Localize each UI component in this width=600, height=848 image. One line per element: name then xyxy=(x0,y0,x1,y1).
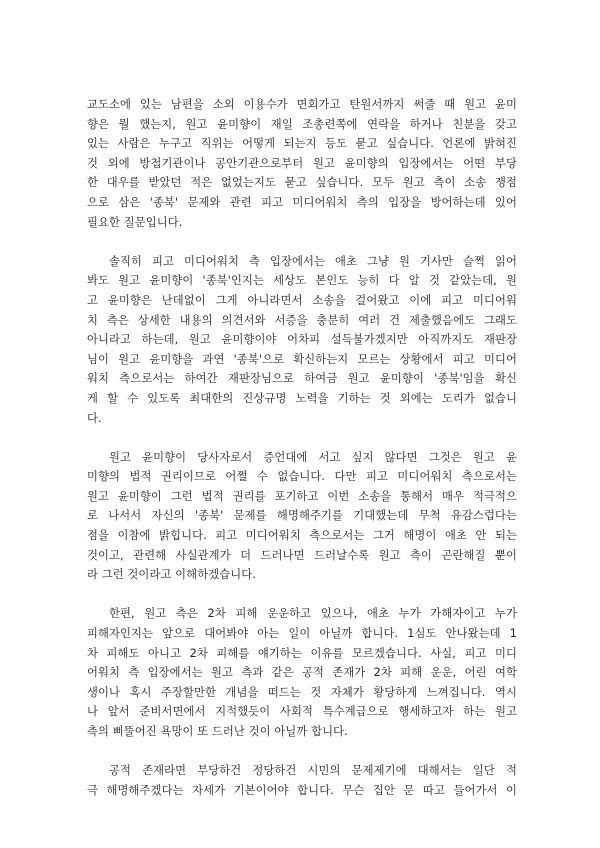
text-line: 고 윤미향은 난데없이 그게 아니라면서 소송을 걸어왔고 이에 피고 미디어워 xyxy=(87,293,517,307)
paragraph xyxy=(87,252,517,428)
paragraph xyxy=(87,761,517,800)
text-line: 차 피해도 아니고 2차 피해를 얘기하는 이유를 모르겠습니다. 사실, 피고 미디 xyxy=(87,646,517,660)
text-line: 나 앞서 준비서면에서 지적했듯이 사회적 특수계급으로 행세하고자 하는 원고 xyxy=(87,705,517,719)
text-line: 있는 사람은 누구고 직위는 어떻게 되는지 등도 묻고 싶습니다. 언론에 밝혀진 xyxy=(87,137,517,151)
paragraph xyxy=(87,95,517,232)
text-line: 원고 윤미향이 그런 법적 권리를 포기하고 이번 소송을 통해서 매우 적극적으 xyxy=(87,489,517,503)
text-line: 봐도 원고 윤미향이 '종북'인지는 세상도 본인도 능히 다 알 것 같았는데, 원 xyxy=(87,274,517,288)
text-line: 것 외에 방첩기관이나 공안기관으로부터 원고 윤미향의 입장에서는 어떤 부당 xyxy=(87,156,517,170)
text-line: 님이 원고 윤미향을 과연 '종북'으로 확신하는지 모르는 상황에서 피고 미디어 xyxy=(87,352,517,366)
text-line: 공적 존재라면 부당하건 정당하건 시민의 문제제기에 대해서는 일단 적 xyxy=(109,764,517,778)
text-line: 로 나서서 자신의 '종북' 문제를 해명해주기를 기대했는데 무척 유감스럽다는 xyxy=(87,509,517,523)
text-line: 것이고, 관련해 사실관계가 더 드러나면 드러날수록 원고 측이 곤란해질 뿐이 xyxy=(87,548,517,562)
text-line: 측의 삐뚤어진 욕망이 또 드러난 것이 아닐까 합니다. xyxy=(87,725,348,738)
text-line: 으로 삼은 '종북' 문제와 관련 피고 미디어워치 측의 입장을 방어하는데 있어 xyxy=(87,195,517,209)
text-line: 한 대우를 받았던 적은 없었는지도 묻고 싶습니다. 모두 원고 측이 소송 쟁점 xyxy=(87,176,517,190)
text-line: 생이나 혹시 주장할만한 개념을 떠드는 것 자체가 황당하게 느껴집니다. 역시 xyxy=(87,685,517,699)
text-line: 어워치 측 입장에서는 원고 측과 같은 공적 존재가 2차 피해 운운, 어린 여학 xyxy=(87,666,517,680)
text-line: 점을 이참에 밝힙니다. 피고 미디어워치 측으로서는 그거 해명이 애초 안 되는 xyxy=(87,529,517,543)
document-body xyxy=(87,95,517,820)
text-line: 미향의 법적 권리이므로 어쩔 수 없습니다. 다만 피고 미디어워치 측으로서는 xyxy=(87,470,517,484)
text-line: 피해자인지는 앞으로 대어봐야 아는 일이 아닐까 합니다. 1심도 안나왔는데 1 xyxy=(87,627,517,641)
text-line: 케 할 수 있도록 최대한의 진상규명 노력을 기하는 것 외에는 도리가 없습니 xyxy=(87,391,517,405)
text-line: 교도소에 있는 남편을 소외 이용수가 면회가고 탄원서까지 써줄 때 원고 윤미 xyxy=(87,98,517,111)
paragraph xyxy=(87,604,517,741)
paragraph xyxy=(87,448,517,585)
text-line: 한편, 원고 측은 2차 피해 운운하고 있으나, 애초 누가 가해자이고 누가 xyxy=(109,607,517,621)
text-line: 솔직히 피고 미디어워치 측 입장에서는 애초 그냥 원 기사만 슬쩍 읽어 xyxy=(109,254,517,268)
text-line: 향은 뭘 했는지, 원고 윤미향이 재일 조총련쪽에 연락을 하거나 친분을 갖고 xyxy=(87,117,517,131)
text-line: 원고 윤미향이 당사자로서 증언대에 서고 싶지 않다면 그것은 원고 윤 xyxy=(109,450,517,464)
text-line: 라 그런 것이라고 이해하겠습니다. xyxy=(87,568,256,582)
text-line: 다. xyxy=(87,411,102,425)
text-line: 워치 측으로서는 하여간 재판장님으로 하여금 원고 윤미향이 '종북'임을 확신 xyxy=(87,372,517,386)
text-line: 치 측은 상세한 내용의 의견서와 서증을 충분히 여러 건 제출했음에도 그래도 xyxy=(87,313,517,327)
text-line: 필요한 질문입니다. xyxy=(87,215,183,229)
text-line: 아니라고 하는데, 원고 윤미향이야 어차피 설득불가겠지만 아직까지도 재판장 xyxy=(87,333,517,347)
text-line: 극 해명해주겠다는 자세가 기본이어야 합니다. 무슨 집안 문 따고 들어가서 이 xyxy=(87,783,517,797)
